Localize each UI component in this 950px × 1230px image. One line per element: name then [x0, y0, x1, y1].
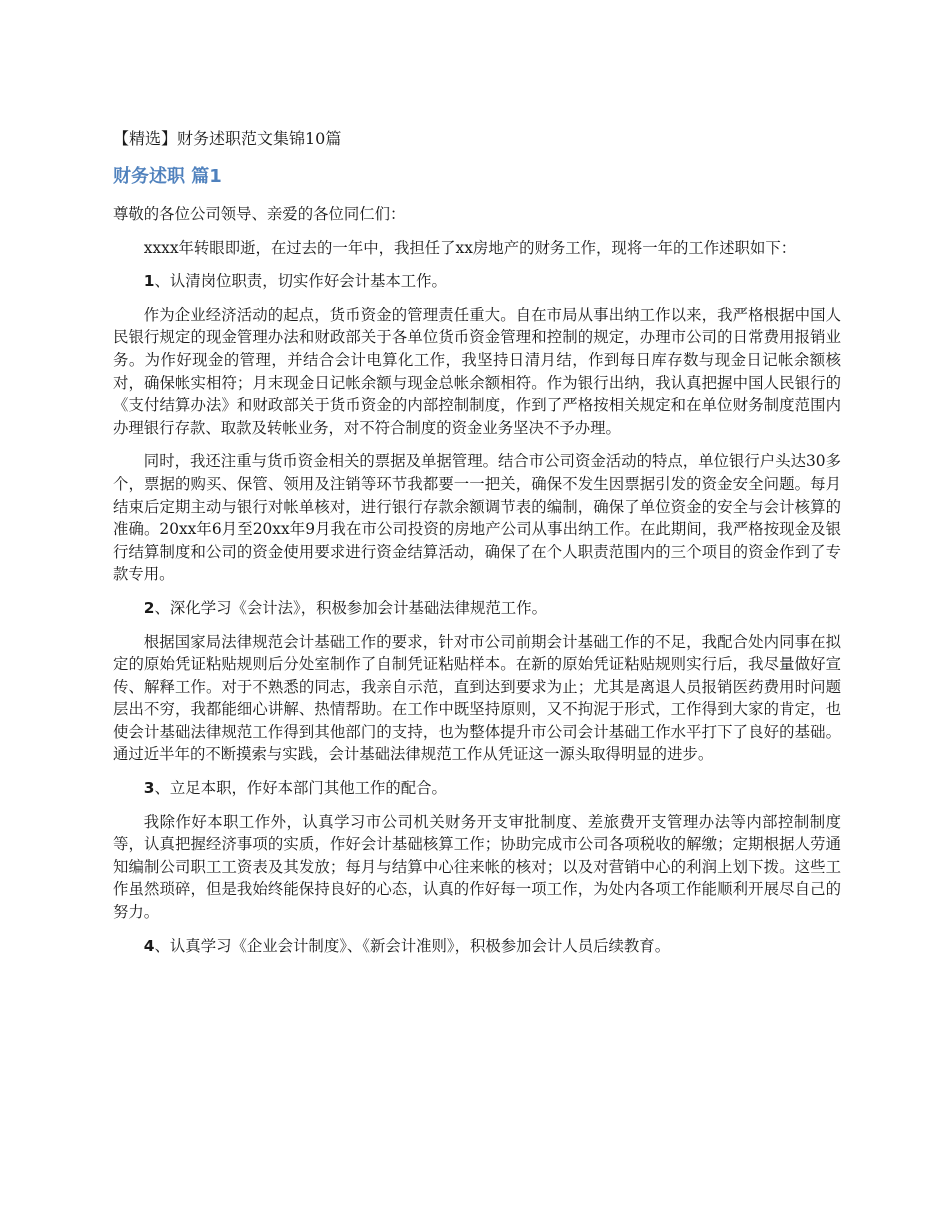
body-paragraph: 我除作好本职工作外，认真学习市公司机关财务开支审批制度、差旅费开支管理办法等内部控制制度等，认真把握经济事项的实质，作好会计基础核算工作；协助完成市公司各项税收的解缴；定期根据人劳通知编制公司职工工资表及其发放；每月与结算中心往来帐的核对；以及对营销中心的利润上划下拨。这些工作虽然琐碎，但是我始终能保持良好的心态，认真的作好每一项工作，为处内各项工作能顺利开展尽自己的努力。 [113, 812, 841, 922]
document-title: 【精选】财务述职范文集锦10篇 [113, 129, 342, 148]
document-body [113, 203, 841, 968]
list-item-text: 、认清岗位职责，切实作好会计基本工作。 [154, 272, 447, 291]
list-item-number: 1 [143, 272, 155, 291]
body-paragraph: 同时，我还注重与货币资金相关的票据及单据管理。结合市公司资金活动的特点，单位银行户头达30多个，票据的购买、保管、领用及注销等环节我都要一一把关，确保不发生因票据引发的资金安全问题。每月结束后定期主动与银行对帐单核对，进行银行存款余额调节表的编制，确保了单位资金的安全与会计核算的准确。20xx年6月至20xx年9月我在市公司投资的房地产公司从事出纳工作。在此期间，我严格按现金及银行结算制度和公司的资金使用要求进行资金结算活动，确保了在个人职责范围内的三个项目的资金作到了专款专用。 [113, 452, 841, 584]
list-item-text: 、认真学习《企业会计制度》、《新会计准则》，积极参加会计人员后续教育。 [154, 936, 671, 955]
list-item-number: 2 [143, 598, 155, 617]
list-item-number: 4 [143, 936, 155, 955]
list-item-heading [113, 597, 841, 620]
list-item-number: 3 [143, 779, 155, 798]
list-item-heading [113, 270, 841, 293]
body-paragraph: 作为企业经济活动的起点，货币资金的管理责任重大。自在市局从事出纳工作以来，我严格根据中国人民银行规定的现金管理办法和财政部关于各单位货币资金管理和控制的规定，办理市公司的日常费用报销业务。为作好现金的管理，并结合会计电算化工作，我坚持日清月结，作到每日库存数与现金日记帐余额核对，确保帐实相符；月末现金日记帐余额与现金总帐余额相符。作为银行出纳，我认真把握中国人民银行的《支付结算办法》和财政部关于货币资金的内部控制制度，作到了严格按相关规定和在单位财务制度范围内办理银行存款、取款及转帐业务，对不符合制度的资金业务坚决不予办理。 [113, 305, 841, 437]
section-heading: 财务述职 篇1 [113, 166, 222, 187]
body-paragraph: 根据国家局法律规范会计基础工作的要求，针对市公司前期会计基础工作的不足，我配合处内同事在拟定的原始凭证粘贴规则后分处室制作了自制凭证粘贴样本。在新的原始凭证粘贴规则实行后，我尽量做好宣传、解释工作。对于不熟悉的同志，我亲自示范，直到达到要求为止；尤其是离退人员报销医药费用时问题层出不穷，我都能细心讲解、热情帮助。在工作中既坚持原则，又不拘泥于形式，工作得到大家的肯定，也使会计基础法律规范工作得到其他部门的支持，也为整体提升市公司会计基础工作水平打下了良好的基础。通过近半年的不断摸索与实践，会计基础法律规范工作从凭证这一源头取得明显的进步。 [113, 632, 841, 764]
list-item-heading [113, 777, 841, 800]
greeting: 尊敬的各位公司领导、亲爱的各位同仁们： [113, 205, 406, 223]
list-item-text: 、深化学习《会计法》，积极参加会计基础法律规范工作。 [154, 598, 547, 617]
intro-paragraph: xxxx年转眼即逝，在过去的一年中，我担任了xx房地产的财务工作，现将一年的工作述职如下： [143, 238, 797, 257]
list-item-heading [113, 935, 841, 958]
list-item-text: 、立足本职，作好本部门其他工作的配合。 [154, 779, 447, 798]
